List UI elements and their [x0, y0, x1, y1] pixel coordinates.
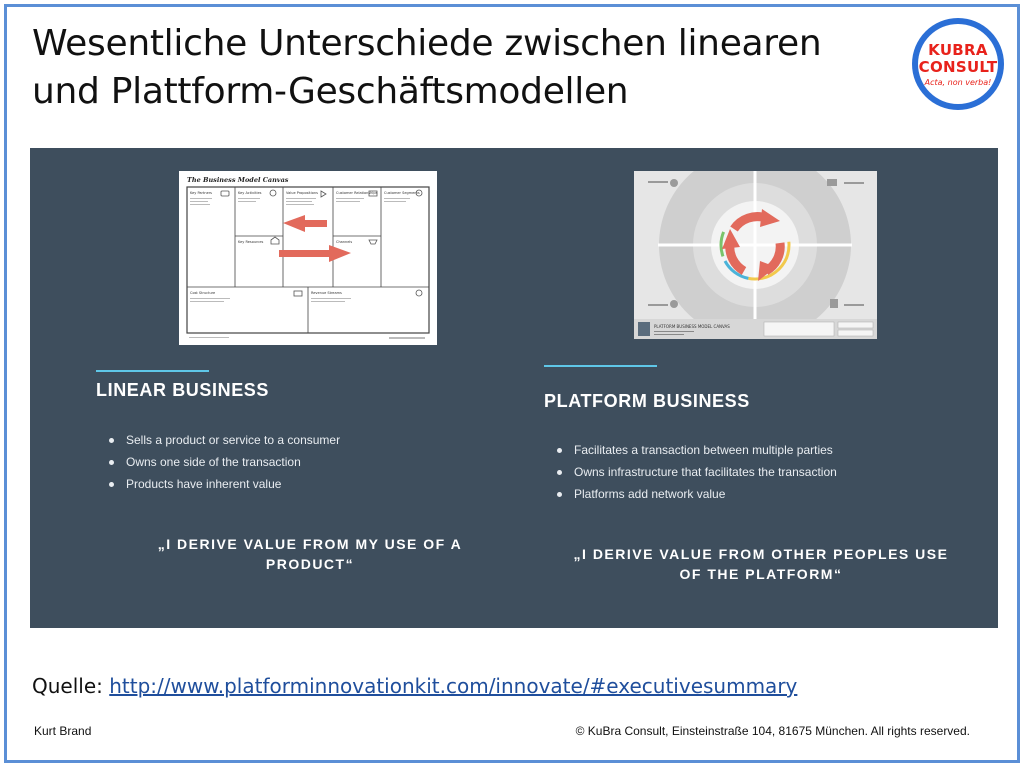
linear-quote-line2: PRODUCT“	[265, 556, 355, 572]
canvas-cell-label: Customer Relationships	[336, 191, 378, 195]
linear-accent-line	[96, 370, 209, 372]
linear-quote-line1: „I DERIVE VALUE FROM MY USE OF A	[157, 536, 463, 552]
canvas-cell-label: Key Partners	[190, 191, 213, 195]
source-link[interactable]: http://www.platforminnovationkit.com/innovate/#executivesummary	[109, 674, 798, 698]
canvas-cell-label: Revenue Streams	[311, 291, 342, 295]
platform-canvas-thumbnail	[634, 171, 877, 339]
slide-title: Wesentliche Unterschiede zwischen linearen und Plattform-Geschäftsmodellen	[32, 23, 822, 112]
canvas-title: The Business Model Canvas	[187, 176, 289, 184]
platform-bullet: Facilitates a transaction between multiple parties	[554, 439, 974, 461]
platform-bullet-list	[554, 439, 974, 505]
linear-business-heading: LINEAR BUSINESS	[96, 380, 270, 400]
source-label: Quelle:	[32, 674, 103, 698]
canvas-cell-label: Key Resources	[238, 240, 264, 244]
kubra-consult-logo	[912, 18, 1004, 110]
business-model-canvas-thumbnail	[179, 171, 437, 345]
canvas-cell-label: Value Propositions	[286, 191, 318, 195]
comparison-panel	[30, 148, 998, 628]
platform-bullet: Platforms add network value	[554, 483, 974, 505]
linear-bullet: Owns one side of the transaction	[106, 451, 506, 473]
platform-accent-line	[544, 365, 657, 367]
linear-bullet: Sells a product or service to a consumer	[106, 429, 506, 451]
platform-quote	[536, 544, 986, 584]
logo-text-line2: CONSULT	[918, 58, 998, 76]
canvas-cell-label: Cost Structure	[190, 291, 216, 295]
logo-tagline: Acta, non verba!	[924, 78, 992, 87]
platform-canvas-graphic	[634, 171, 877, 339]
canvas-cell-label: Customer Segments	[384, 191, 420, 195]
logo-text-line1: KUBRA	[928, 41, 988, 59]
footer-copyright: © KuBra Consult, Einsteinstraße 104, 81675 München. All rights reserved.	[575, 724, 970, 738]
source-line	[32, 674, 797, 698]
canvas-cell-label: Key Activities	[238, 191, 262, 195]
platform-quote-line2: OF THE PLATFORM“	[679, 566, 843, 582]
footer-author: Kurt Brand	[34, 724, 92, 738]
canvas-cell-label: Channels	[336, 240, 353, 244]
platform-quote-line1: „I DERIVE VALUE FROM OTHER PEOPLES USE	[573, 546, 949, 562]
platform-business-heading: PLATFORM BUSINESS	[544, 391, 750, 411]
platform-bullet: Owns infrastructure that facilitates the transaction	[554, 461, 974, 483]
linear-bullet: Products have inherent value	[106, 473, 506, 495]
linear-bullet-list	[106, 429, 506, 495]
linear-quote	[110, 534, 510, 574]
platform-canvas-caption: PLATFORM BUSINESS MODEL CANVAS	[654, 324, 730, 329]
business-model-canvas-graphic	[179, 171, 437, 345]
logo-inner	[918, 24, 998, 104]
